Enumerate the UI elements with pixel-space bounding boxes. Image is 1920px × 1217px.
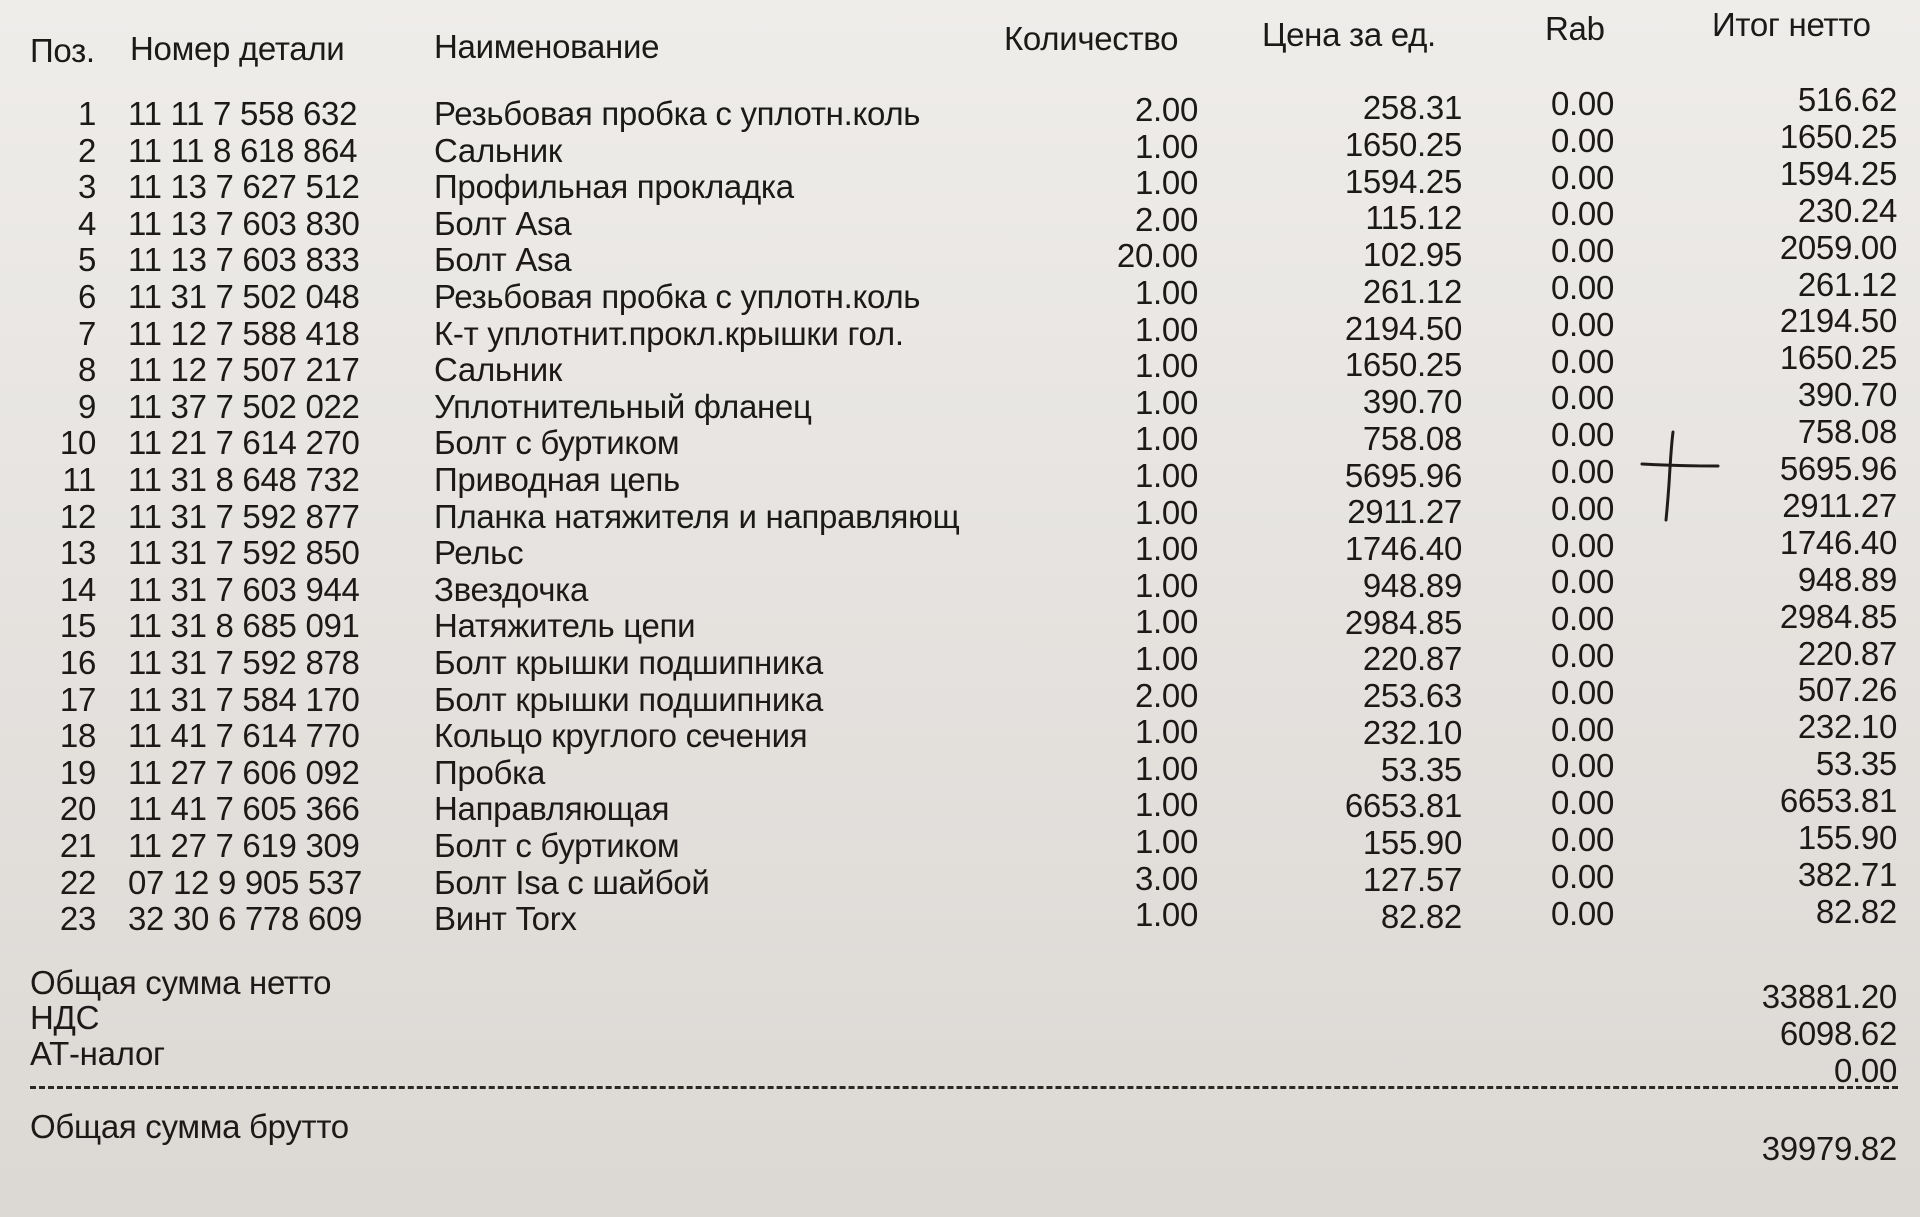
part-name: Рельс xyxy=(434,534,524,572)
part-number: 11 31 8 648 732 xyxy=(128,461,360,498)
part-name: Болт с буртиком xyxy=(434,424,680,462)
row-position: 10 xyxy=(59,424,96,462)
quantity: 1.00 xyxy=(1134,786,1198,824)
table-row xyxy=(0,597,1920,645)
quantity: 3.00 xyxy=(1134,859,1198,897)
part-number: 11 31 7 603 944 xyxy=(128,570,360,608)
part-name: Винт Torx xyxy=(434,900,577,938)
part-name: К-т уплотнит.прокл.крышки гол. xyxy=(434,314,904,352)
part-name: Болт крышки подшипника xyxy=(434,644,823,681)
total-net: 948.89 xyxy=(1797,560,1897,598)
discount: 0.00 xyxy=(1550,453,1614,490)
total-net: 758.08 xyxy=(1797,413,1897,451)
discount: 0.00 xyxy=(1550,232,1614,270)
unit-price: 948.89 xyxy=(1362,566,1462,604)
discount: 0.00 xyxy=(1550,158,1614,196)
part-number: 11 27 7 619 309 xyxy=(128,827,360,864)
discount: 0.00 xyxy=(1550,710,1614,748)
row-position: 7 xyxy=(77,314,96,352)
table-row xyxy=(0,523,1920,572)
header-quantity: Количество xyxy=(1004,20,1179,57)
quantity: 1.00 xyxy=(1134,493,1198,531)
discount: 0.00 xyxy=(1550,747,1614,785)
unit-price: 127.57 xyxy=(1362,860,1462,898)
unit-price: 1650.25 xyxy=(1344,125,1462,163)
row-position: 16 xyxy=(59,644,96,681)
part-name: Сальник xyxy=(434,131,562,169)
part-name: Резьбовая пробка с уплотн.коль xyxy=(434,95,921,132)
table-row xyxy=(0,819,1920,864)
discount: 0.00 xyxy=(1550,784,1614,822)
total-net: 53.35 xyxy=(1815,745,1897,783)
header-total-net: Итог нетто xyxy=(1712,6,1871,43)
quantity: 1.00 xyxy=(1134,347,1198,385)
row-position: 9 xyxy=(77,387,96,425)
table-row xyxy=(0,855,1920,901)
quantity: 1.00 xyxy=(1134,823,1198,860)
net-total-value: 33881.20 xyxy=(1761,978,1897,1015)
header-part-number: Номер детали xyxy=(130,30,345,67)
table-row xyxy=(0,413,1920,462)
row-position: 20 xyxy=(59,790,96,828)
discount: 0.00 xyxy=(1550,637,1614,674)
part-number: 11 31 8 685 091 xyxy=(128,607,360,645)
total-net: 1746.40 xyxy=(1779,523,1897,561)
table-row xyxy=(0,708,1920,755)
total-net: 5695.96 xyxy=(1779,450,1897,487)
part-name: Профильная прокладка xyxy=(434,168,794,206)
row-position: 15 xyxy=(59,607,96,645)
row-position: 1 xyxy=(77,95,96,132)
quantity: 1.00 xyxy=(1134,749,1198,787)
part-number: 11 31 7 502 048 xyxy=(128,278,360,315)
part-number: 11 31 7 592 877 xyxy=(128,497,360,535)
unit-price: 258.31 xyxy=(1362,89,1462,126)
unit-price: 253.63 xyxy=(1362,677,1462,714)
table-row xyxy=(0,117,1920,169)
total-net: 82.82 xyxy=(1815,892,1897,930)
total-net: 2911.27 xyxy=(1782,486,1897,524)
quantity: 1.00 xyxy=(1134,164,1198,202)
row-position: 12 xyxy=(59,497,96,535)
part-number: 11 31 7 584 170 xyxy=(128,680,360,718)
net-total-label: Общая сумма нетто xyxy=(30,964,332,1001)
total-net: 507.26 xyxy=(1797,671,1897,709)
gross-total-value: 39979.82 xyxy=(1761,1130,1897,1167)
table-row xyxy=(0,191,1920,242)
unit-price: 1746.40 xyxy=(1344,530,1462,567)
part-number: 11 41 7 614 770 xyxy=(128,717,360,755)
part-name: Планка натяжителя и направляющ xyxy=(434,497,960,535)
part-name: Кольцо круглого сечения xyxy=(434,717,808,755)
row-position: 22 xyxy=(59,863,96,901)
part-name: Направляющая xyxy=(434,790,670,828)
quantity: 2.00 xyxy=(1134,91,1198,128)
part-number: 11 41 7 605 366 xyxy=(128,790,360,828)
total-net: 516.62 xyxy=(1797,81,1897,118)
quantity: 1.00 xyxy=(1134,457,1198,494)
header-name: Наименование xyxy=(434,28,660,65)
unit-price: 261.12 xyxy=(1362,272,1462,310)
quantity: 1.00 xyxy=(1134,310,1198,348)
part-number: 11 27 7 606 092 xyxy=(128,753,360,791)
dashed-separator xyxy=(30,1086,1898,1089)
part-name: Болт Isa с шайбой xyxy=(434,863,710,901)
quantity: 1.00 xyxy=(1134,530,1198,568)
total-net: 232.10 xyxy=(1797,708,1897,746)
quantity: 1.00 xyxy=(1134,383,1198,421)
total-net: 155.90 xyxy=(1797,819,1897,856)
row-position: 14 xyxy=(59,570,96,608)
total-net: 6653.81 xyxy=(1779,782,1897,820)
discount: 0.00 xyxy=(1550,195,1614,233)
header-pos: Поз. xyxy=(30,32,95,69)
part-number: 11 13 7 627 512 xyxy=(128,168,360,206)
discount: 0.00 xyxy=(1550,489,1614,527)
unit-price: 115.12 xyxy=(1365,199,1462,237)
part-name: Уплотнительный фланец xyxy=(434,387,812,425)
quantity: 1.00 xyxy=(1134,640,1198,677)
total-net: 261.12 xyxy=(1797,265,1897,303)
quantity: 2.00 xyxy=(1134,676,1198,714)
discount: 0.00 xyxy=(1550,600,1614,638)
table-row xyxy=(0,228,1920,279)
total-net: 390.70 xyxy=(1797,376,1897,414)
total-net: 230.24 xyxy=(1797,191,1897,229)
unit-price: 53.35 xyxy=(1380,750,1462,788)
part-name: Пробка xyxy=(434,753,546,791)
discount: 0.00 xyxy=(1550,121,1614,159)
unit-price: 5695.96 xyxy=(1344,456,1462,494)
discount: 0.00 xyxy=(1550,894,1614,932)
table-row xyxy=(0,265,1920,315)
part-number: 11 11 8 618 864 xyxy=(128,131,358,169)
quantity: 1.00 xyxy=(1134,896,1198,934)
part-name: Резьбовая пробка с уплотн.коль xyxy=(434,278,921,315)
total-net: 2984.85 xyxy=(1779,597,1897,635)
table-row xyxy=(0,745,1920,791)
discount: 0.00 xyxy=(1550,379,1614,417)
row-position: 23 xyxy=(59,900,96,938)
table-row xyxy=(0,302,1920,352)
total-net: 1650.25 xyxy=(1779,117,1897,155)
table-row xyxy=(0,782,1920,828)
table-row xyxy=(0,339,1920,389)
part-name: Болт Asa xyxy=(434,241,572,279)
part-number: 11 21 7 614 270 xyxy=(128,424,360,462)
row-position: 19 xyxy=(59,753,96,791)
unit-price: 6653.81 xyxy=(1344,787,1462,825)
unit-price: 155.90 xyxy=(1362,824,1462,861)
discount: 0.00 xyxy=(1550,563,1614,601)
at-tax-value: 0.00 xyxy=(1833,1052,1897,1089)
quantity: 1.00 xyxy=(1134,420,1198,458)
quantity: 1.00 xyxy=(1134,274,1198,311)
unit-price: 2194.50 xyxy=(1344,309,1462,347)
total-net: 220.87 xyxy=(1797,634,1897,672)
header-rab: Rab xyxy=(1545,10,1605,47)
row-position: 13 xyxy=(59,534,96,572)
quantity: 2.00 xyxy=(1134,200,1198,238)
table-row xyxy=(0,376,1920,425)
part-name: Приводная цепь xyxy=(434,461,680,498)
total-net: 1650.25 xyxy=(1779,339,1897,377)
part-number: 11 13 7 603 830 xyxy=(128,204,360,242)
discount: 0.00 xyxy=(1550,673,1614,711)
row-position: 17 xyxy=(59,680,96,718)
row-position: 2 xyxy=(77,131,96,169)
table-row xyxy=(0,450,1920,498)
part-number: 11 12 7 588 418 xyxy=(128,314,360,352)
row-position: 4 xyxy=(77,204,96,242)
row-position: 11 xyxy=(62,461,96,498)
quantity: 1.00 xyxy=(1134,127,1198,165)
unit-price: 2984.85 xyxy=(1344,603,1462,641)
part-name: Болт Asa xyxy=(434,204,572,242)
discount: 0.00 xyxy=(1550,342,1614,380)
unit-price: 1594.25 xyxy=(1344,162,1462,200)
table-row xyxy=(0,560,1920,608)
discount: 0.00 xyxy=(1550,416,1614,454)
part-number: 11 37 7 502 022 xyxy=(128,387,360,425)
table-row xyxy=(0,486,1920,535)
discount: 0.00 xyxy=(1550,821,1614,858)
quantity: 1.00 xyxy=(1134,566,1198,604)
row-position: 6 xyxy=(77,278,96,315)
part-number: 11 13 7 603 833 xyxy=(128,241,360,279)
unit-price: 390.70 xyxy=(1362,383,1462,420)
unit-price: 220.87 xyxy=(1362,640,1462,678)
discount: 0.00 xyxy=(1550,526,1614,564)
total-net: 2194.50 xyxy=(1779,302,1897,340)
part-number: 11 31 7 592 850 xyxy=(128,534,360,572)
part-number: 11 31 7 592 878 xyxy=(128,644,360,681)
part-name: Звездочка xyxy=(434,570,589,608)
discount: 0.00 xyxy=(1550,269,1614,306)
total-net: 2059.00 xyxy=(1779,228,1897,266)
discount: 0.00 xyxy=(1550,857,1614,895)
header-unit-price: Цена за ед. xyxy=(1262,16,1436,53)
unit-price: 102.95 xyxy=(1362,236,1462,273)
part-name: Болт крышки подшипника xyxy=(434,680,823,718)
quantity: 20.00 xyxy=(1116,237,1198,275)
unit-price: 758.08 xyxy=(1362,419,1462,457)
unit-price: 232.10 xyxy=(1362,713,1462,751)
vat-value: 6098.62 xyxy=(1779,1015,1897,1052)
row-position: 5 xyxy=(77,241,96,279)
table-row xyxy=(0,81,1920,132)
part-name: Сальник xyxy=(434,351,562,389)
total-net: 1594.25 xyxy=(1779,154,1897,192)
part-number: 07 12 9 905 537 xyxy=(128,863,363,901)
table-row xyxy=(0,634,1920,681)
quantity: 1.00 xyxy=(1134,713,1198,751)
gross-total-label: Общая сумма брутто xyxy=(30,1108,349,1145)
row-position: 18 xyxy=(59,717,96,755)
discount: 0.00 xyxy=(1550,85,1614,122)
at-tax-label: АТ-налог xyxy=(30,1035,165,1072)
cross-mark-icon xyxy=(1640,428,1720,524)
row-position: 8 xyxy=(77,351,96,389)
table-row xyxy=(0,671,1920,718)
part-name: Болт с буртиком xyxy=(434,827,680,864)
part-name: Натяжитель цепи xyxy=(434,607,696,645)
table-row xyxy=(0,892,1920,938)
table-row xyxy=(0,154,1920,206)
row-position: 21 xyxy=(59,827,96,864)
row-position: 3 xyxy=(77,168,96,206)
unit-price: 2911.27 xyxy=(1347,493,1462,531)
part-number: 32 30 6 778 609 xyxy=(128,900,363,938)
vat-label: НДС xyxy=(30,999,100,1036)
part-number: 11 11 7 558 632 xyxy=(128,95,358,132)
discount: 0.00 xyxy=(1550,305,1614,343)
unit-price: 1650.25 xyxy=(1344,346,1462,384)
part-number: 11 12 7 507 217 xyxy=(128,351,360,389)
unit-price: 82.82 xyxy=(1380,897,1462,935)
quantity: 1.00 xyxy=(1134,603,1198,641)
total-net: 382.71 xyxy=(1797,855,1897,893)
